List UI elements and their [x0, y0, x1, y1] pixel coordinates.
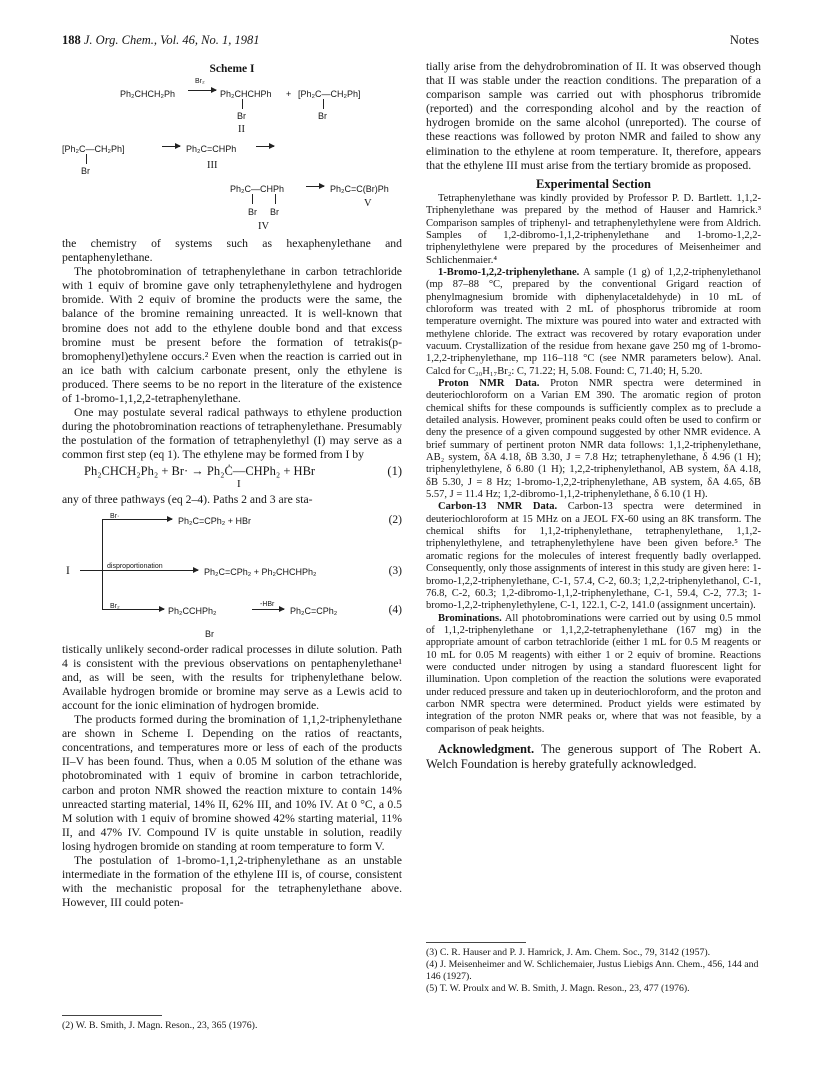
scheme-plus: +: [286, 89, 292, 99]
scheme-title: Scheme I: [209, 63, 255, 75]
right-footnote-rule: [426, 942, 526, 943]
path2-product: Ph₂C=CPh₂ + HBr: [178, 515, 252, 526]
left-paragraph-4: tistically unlikely second-order radical processes in dilute solution. Path 4 is consistent with the previous observations on pentaphenylethane¹ and, as will be seen, with the results for triphenylethane below. Available hydrogen bromide or bromine may serve as a Lewis acid to account for the ionic elimination of hydrogen bromide.: [62, 642, 402, 712]
brominations-paragraph: [426, 613, 761, 736]
equation-1: [62, 463, 402, 493]
experimental-body: [426, 193, 761, 736]
scheme-row1-radical: [Ph₂C—CH₂Ph]: [298, 89, 361, 99]
scheme-bond-1: [242, 99, 243, 109]
path4-number: (4): [388, 603, 402, 616]
carbon-text: Carbon-13 spectra were determined in deuteriochloroform at 15 MHz on a JEOL FX-60 using an 8K transform. The chemical shifts for 1,1,2-triphenylethane, tetraphenylethane, 1,1,2-triphenylethylene, and tetraphenylethylene have been given before.⁵ The aromatic regions for the molecules of interest frequently badly overlapped. Consequently, only those assignments of interest in this study are given here: 1-bromo-1,2,2-triphenylethane, C-1, 57.4, C-2, 60.3; 1,2,2-triphenylethanol, C-1, 76.8, C-2, 60.3; 1,2-dibromo-1,1,2-triphenylethane, C-1, 59.4, C-2, 77.3; 1-bromo-1,2,2-triphenylethylene, C-1, 122.1, C-2, 141.0 (assignment uncertain).: [426, 501, 762, 612]
scheme-br-a: Br: [237, 111, 246, 121]
scheme-label-iv: IV: [258, 221, 270, 232]
right-column: [426, 60, 761, 772]
footnote-3: (3) C. R. Hauser and P. J. Hamrick, J. Am. Chem. Soc., 79, 3142 (1957).: [426, 947, 711, 958]
scheme-arrow-1: [188, 90, 216, 91]
path3-reagent: disproportionation: [107, 562, 163, 570]
path3-number: (3): [388, 564, 402, 577]
acknowledgment-text: The generous support of The Robert A. Welch Foundation is hereby gratefully acknowledged.: [426, 741, 761, 771]
scheme-arrow-3: [256, 146, 274, 147]
page-number: 188: [62, 33, 81, 47]
running-head-left: [62, 33, 259, 48]
path4-br: Br: [205, 628, 214, 639]
experimental-heading: Experimental Section: [536, 176, 651, 191]
scheme-row3-reactant: Ph₂C—CHPh: [230, 184, 285, 194]
bromo-paragraph: [426, 267, 761, 378]
proton-title: Proton NMR Data.: [438, 378, 540, 389]
path4-product: Ph₂C=CPh₂: [290, 605, 338, 616]
path4-reagent: Br₂: [110, 602, 120, 610]
scheme-bond-3: [86, 154, 87, 164]
brominations-title: Brominations.: [438, 612, 502, 624]
path4-br-row: [62, 623, 402, 643]
left-footnotes: [62, 1015, 402, 1032]
left-paragraph-1: The photobromination of tetraphenylethane in carbon tetrachloride with 1 equiv of bromine gave only tetraphenylethylene and hydrogen bromide. With 2 equiv of bromine the products were the same, the balance of the bromine remaining unreacted. It is well-known that bromine does not add to the ethylene double bond and that excess bromine must be present before the formation of tetrakis(p-bromophenyl)ethylene occurs.² Even when the reaction is carried out in an ice bath with calcium carbonate present, only the ethylene is produced. There seems to be no report in the literature of the existence of 1-bromo-1,1,2,2-tetraphenylethane.: [62, 265, 402, 406]
scheme-row1-reactant: Ph₂CHCH₂Ph: [120, 89, 176, 99]
path4-hbr: -HBr: [260, 600, 275, 608]
scheme-label-ii: II: [238, 124, 245, 135]
left-paragraph-5: The products formed during the bromination of 1,1,2-triphenylethane are shown in Scheme I. Depending on the ratios of reactants, concentrations, and temperatures more or less of each of the products II–V has been found. Thus, when a 0.05 M solution of the ethane was photobrominated with 1 equiv of bromine in carbon tetrachloride, carbon and proton NMR showed the reaction mixture to contain 14% unreacted starting material, 14% II, 62% III, and 10% IV. At 0 °C, a 0.5 M solution with 1 equiv of bromine showed 42% starting material, 11% II, and 47% IV. Compound IV is quite unstable in solution, readily losing hydrogen bromide on standing at room temperature to form V.: [62, 713, 402, 853]
left-paragraph-2: One may postulate several radical pathways to ethylene production during the photobromination reactions of tetraphenylethane. Presumably the postulation of the formation of tetraphenylethyl (I) may serve as a common first step (eq 1). The ethylene may be formed from I by: [62, 406, 402, 462]
acknowledgment-title: Acknowledgment.: [438, 741, 535, 756]
scheme-row3-product: Ph₂C=C(Br)Ph: [330, 184, 389, 194]
scheme-row2-product: Ph₂C=CHPh: [186, 144, 237, 154]
proton-paragraph: [426, 378, 761, 501]
carbon-paragraph: [426, 501, 761, 612]
path2-reagent: Br·: [110, 512, 120, 520]
scheme-arrow-2: [162, 146, 180, 147]
path2-number: (2): [388, 513, 402, 526]
brominations-text: All photobrominations were carried out by using 0.5 mmol of 1,1,2-triphenylethane or 1,1,2,2-tetraphenylethane (167 mg) in the appropriate amount of carbon tetrachloride (either 1 mL for 0.5 M reagents or 10 mL for 0.05 M reagents) with either 1 or 2 equiv of bromine. Reactions were conducted under nitrogen by using a standard fluorescent light for illumination. Upon completion of the reaction the solutions were evaporated under reduced pressure and taken up in deuteriochloroform, and the proton and carbon NMR spectra were determined. Product yields were estimated by integration of the proton NMR peaks or, where that was not feasible, by a comparison of peak heights.: [426, 612, 761, 735]
scheme-bond-5: [275, 194, 276, 204]
right-paragraph-0: tially arise from the dehydrobromination of II. It was observed though that II was stable under the reaction conditions. The preparation of a comparison sample was carried out with phosphorus tribromide (reported) and the corresponding alcohol and by the reaction of hydrogen bromide on the same alcohol (unreported). The course of these reactions was followed by proton NMR and failed to show any elimination to the ethylene at room temperature. It, therefore, appears that the ethylene III must arise from the tertiary bromide as proposed.: [426, 60, 761, 172]
proton-text: Proton NMR spectra were determined in deuteriochloroform on a Varian EM 390. The aromatic region of proton chemical shifts for these compounds is sufficiently complex as to preclude a detailed analysis. However, prominent peaks could often be used to confirm or deny the presence of a given compound suggested by other NMR evidence. A brief summary of pertinent proton NMR data follows: 1,1,2-triphenylethane, AB₂ system, δA 4.18, δB 3.30, J = 7.8 Hz; tetraphenylethane, δ 4.96 (1 H); triphenylethylene, δ 6.80 (1 H); 1,2,2-triphenylethanol, AB system, δA 4.18, δB 5.30, J = 8 Hz; 1-bromo-1,2,2-triphenylethane, AB system, δA 4.65, δB 5.57, J = 11.4 Hz; 1,2-dibromo-1,1,2-triphenylethane, δ 6.10 (1 H).: [426, 378, 761, 501]
equation-1-label: I: [237, 477, 241, 490]
scheme-row2-radical: [Ph₂C—CH₂Ph]: [62, 144, 125, 154]
journal-citation: J. Org. Chem., Vol. 46, No. 1, 1981: [83, 33, 260, 47]
right-footnotes: [426, 942, 761, 995]
scheme-bond-4: [252, 194, 253, 204]
scheme-bond-2: [323, 99, 324, 109]
bromo-title: 1-Bromo-1,2,2-triphenylethane.: [438, 266, 580, 278]
scheme-i: [62, 60, 402, 237]
path-arrow-4b: [252, 609, 284, 610]
scheme-br-e: Br: [270, 207, 279, 217]
section-name: Notes: [729, 33, 759, 47]
scheme-br-c: Br: [81, 166, 90, 176]
pathways-2-4: [62, 507, 402, 623]
footnote-5: (5) T. W. Proulx and W. B. Smith, J. Magn. Reson., 23, 477 (1976).: [426, 983, 690, 994]
left-footnote-rule: [62, 1015, 162, 1016]
experimental-paragraph-1: Tetraphenylethane was kindly provided by Professor P. D. Bartlett. 1,1,2-Triphenylethane was prepared by the method of Hauser and Hamrick.³ Comparison samples of triphenyl- and tetraphenylethylene were from Aldrich. Samples of 1,2-dibromo-1,1,2-triphenylethane and 1-bromo-1,2,2-triphenylethylene were prepared by the procedures of Meisenheimer and Schlichenmaier.⁴: [426, 192, 761, 266]
scheme-label-v: V: [364, 198, 372, 209]
left-paragraph-3: any of three pathways (eq 2–4). Paths 2 and 3 are sta-: [62, 492, 313, 506]
equation-1-number: (1): [387, 463, 402, 478]
equation-1-body: Ph₂CHCH₂Ph₂ + Br· → Ph₂Ċ—CHPh₂ + HBr: [84, 463, 316, 478]
scheme-br-d: Br: [248, 207, 257, 217]
running-head: [62, 33, 759, 51]
footnote-4: (4) J. Meisenheimer and W. Schlichemaier, Justus Liebigs Ann. Chem., 456, 144 and 146 (1927).: [426, 959, 759, 982]
path-start-label: I: [66, 564, 70, 577]
left-column: [62, 60, 402, 910]
path3-product: Ph₂C=CPh₂ + Ph₂CHCHPh₂: [204, 566, 317, 577]
bromo-text: A sample (1 g) of 1,2,2-triphenylethanol (mp 87–88 °C, prepared by the conventional Grigard reaction of phenylmagnesium bromide with diphenylacetaldehyde) in 10 mL of chloroform was treated with 2 mL of phosphorus tribromide at room temperature overnight. The mixture was poured into water and extracted with methylene chloride. The extract was recovered by rotary evaporation under vacuum. Crystallization of the residue from hexane gave 250 mg of 1-bromo-1,2,2-triphenylethane, mp 116–118 °C (see NMR parameters below). Anal. Calcd for C₂₀H₁₇Br₂: C, 71.22; H, 5.08. Found: C, 71.40; H, 5.20.: [426, 266, 762, 377]
carbon-title: Carbon-13 NMR Data.: [438, 501, 558, 513]
scheme-br-b: Br: [318, 111, 327, 121]
scheme-row1-reagent: Br₂: [195, 78, 205, 85]
footnote-2: (2) W. B. Smith, J. Magn. Reson., 23, 365 (1976).: [62, 1020, 258, 1031]
scheme-arrow-4: [306, 186, 324, 187]
scheme-row1-product: Ph₂CHCHPh: [220, 89, 272, 99]
path4-intermediate: Ph₂CCHPh₂: [168, 605, 217, 616]
left-paragraph-6: The postulation of 1-bromo-1,1,2-triphenylethane as an unstable intermediate in the formation of the ethylene III is, of course, consistent with the mechanistic proposal for the tetraphenylethane above. However, III could poten-: [62, 854, 402, 910]
left-paragraph-0: the chemistry of systems such as hexaphenylethane and pentaphenylethane.: [62, 237, 402, 265]
acknowledgment-paragraph: [426, 742, 761, 772]
scheme-label-iii: III: [207, 160, 218, 171]
path-branch-trunk: [102, 519, 103, 609]
